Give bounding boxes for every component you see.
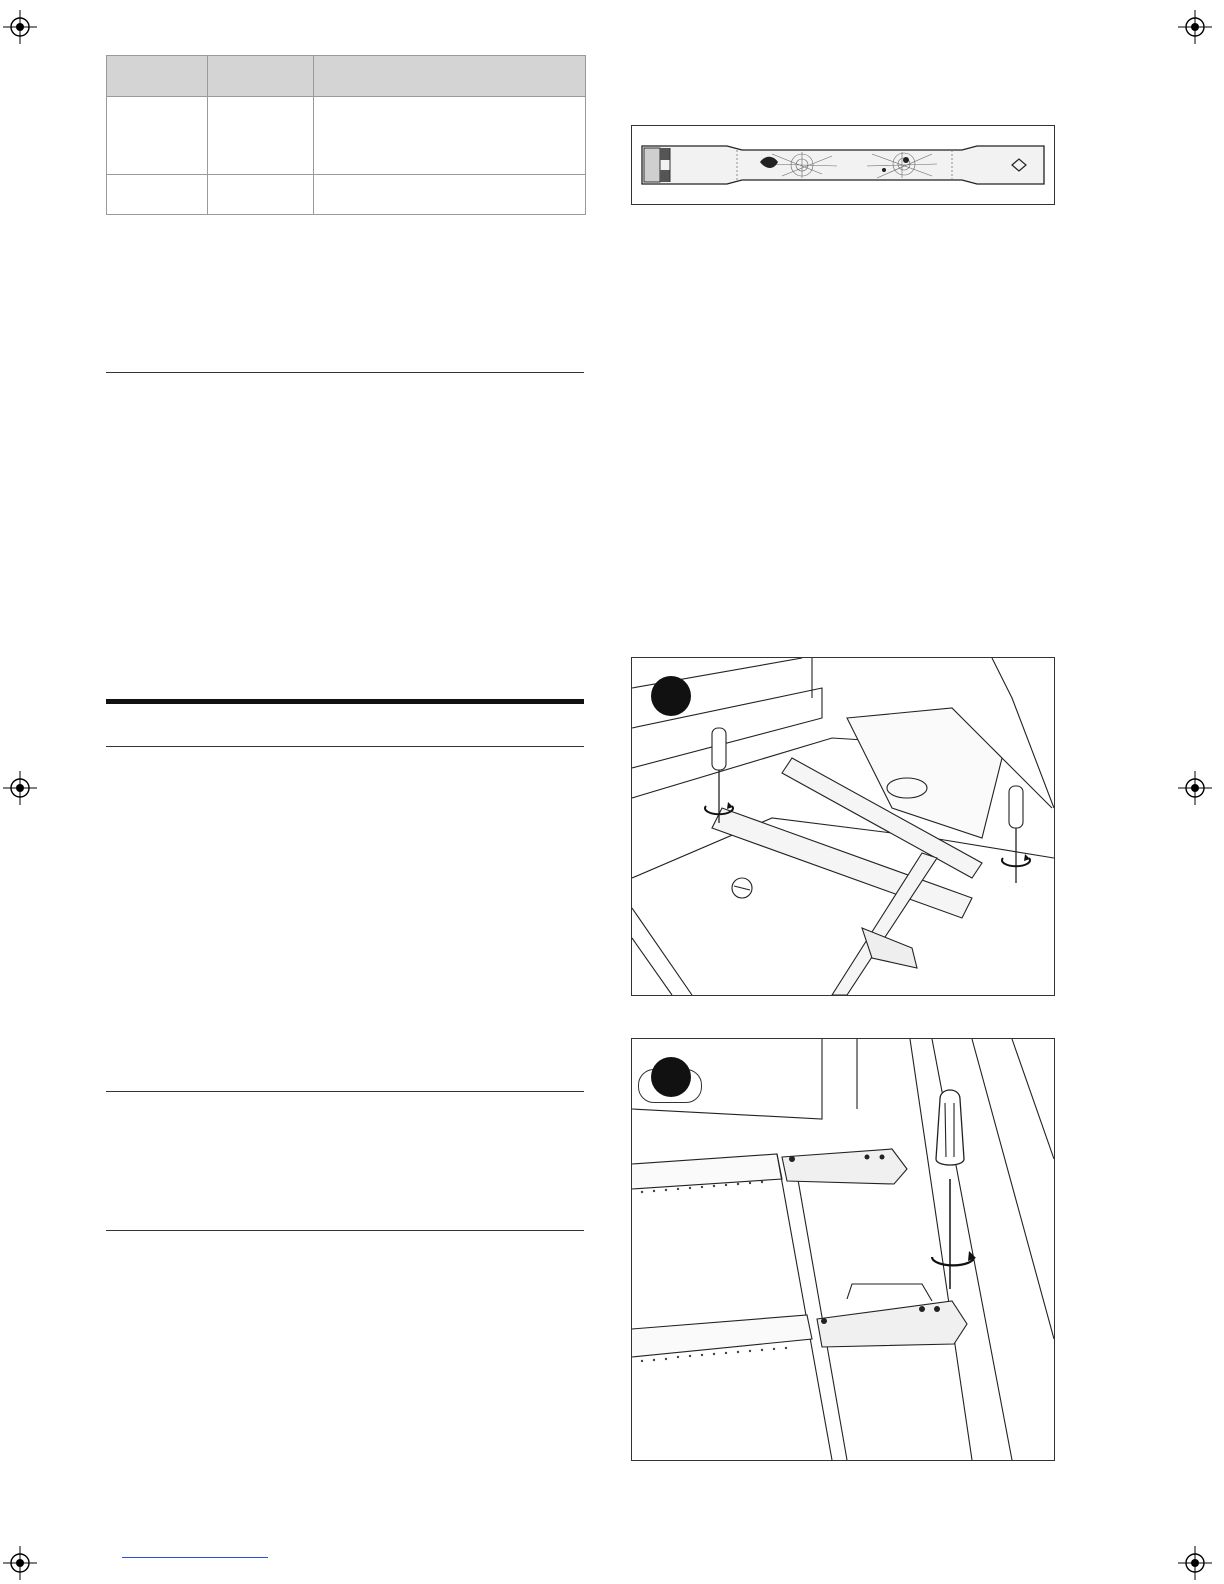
footer-link[interactable] — [122, 1557, 268, 1558]
section-divider — [106, 746, 584, 747]
table-cell — [208, 97, 313, 109]
registration-mark-icon — [1178, 1546, 1212, 1580]
step-number-badge — [651, 676, 691, 716]
step-1-figure — [631, 657, 1055, 996]
remove-burner-screws-step-a-icon — [632, 658, 1054, 995]
section-heading-bar — [106, 699, 584, 704]
registration-mark-icon — [1178, 10, 1212, 44]
step-2-figure — [631, 1038, 1055, 1461]
table-cell — [107, 175, 207, 187]
table-header-cell — [314, 56, 584, 68]
table-row — [107, 97, 585, 175]
table-divider — [313, 56, 314, 214]
step-number-badge — [651, 1057, 691, 1097]
section-divider — [106, 1230, 584, 1231]
table-header-cell — [208, 56, 313, 68]
table-header-row — [107, 56, 585, 97]
burner-tube-figure — [631, 125, 1055, 205]
registration-mark-icon — [3, 771, 37, 805]
registration-mark-icon — [3, 1546, 37, 1580]
table-header-cell — [107, 56, 207, 68]
section-divider — [106, 372, 584, 373]
registration-mark-icon — [1178, 771, 1212, 805]
table-divider — [207, 56, 208, 214]
table-cell — [107, 97, 207, 109]
table-row — [107, 175, 585, 214]
table-cell — [208, 175, 313, 187]
section-divider — [106, 1091, 584, 1092]
table-cell — [314, 97, 584, 109]
spec-table — [106, 55, 586, 215]
burner-tube-with-spider-webs-icon — [632, 126, 1054, 204]
table-cell — [314, 175, 584, 187]
remove-burner-screw-step-b-icon — [632, 1039, 1054, 1460]
registration-mark-icon — [3, 10, 37, 44]
